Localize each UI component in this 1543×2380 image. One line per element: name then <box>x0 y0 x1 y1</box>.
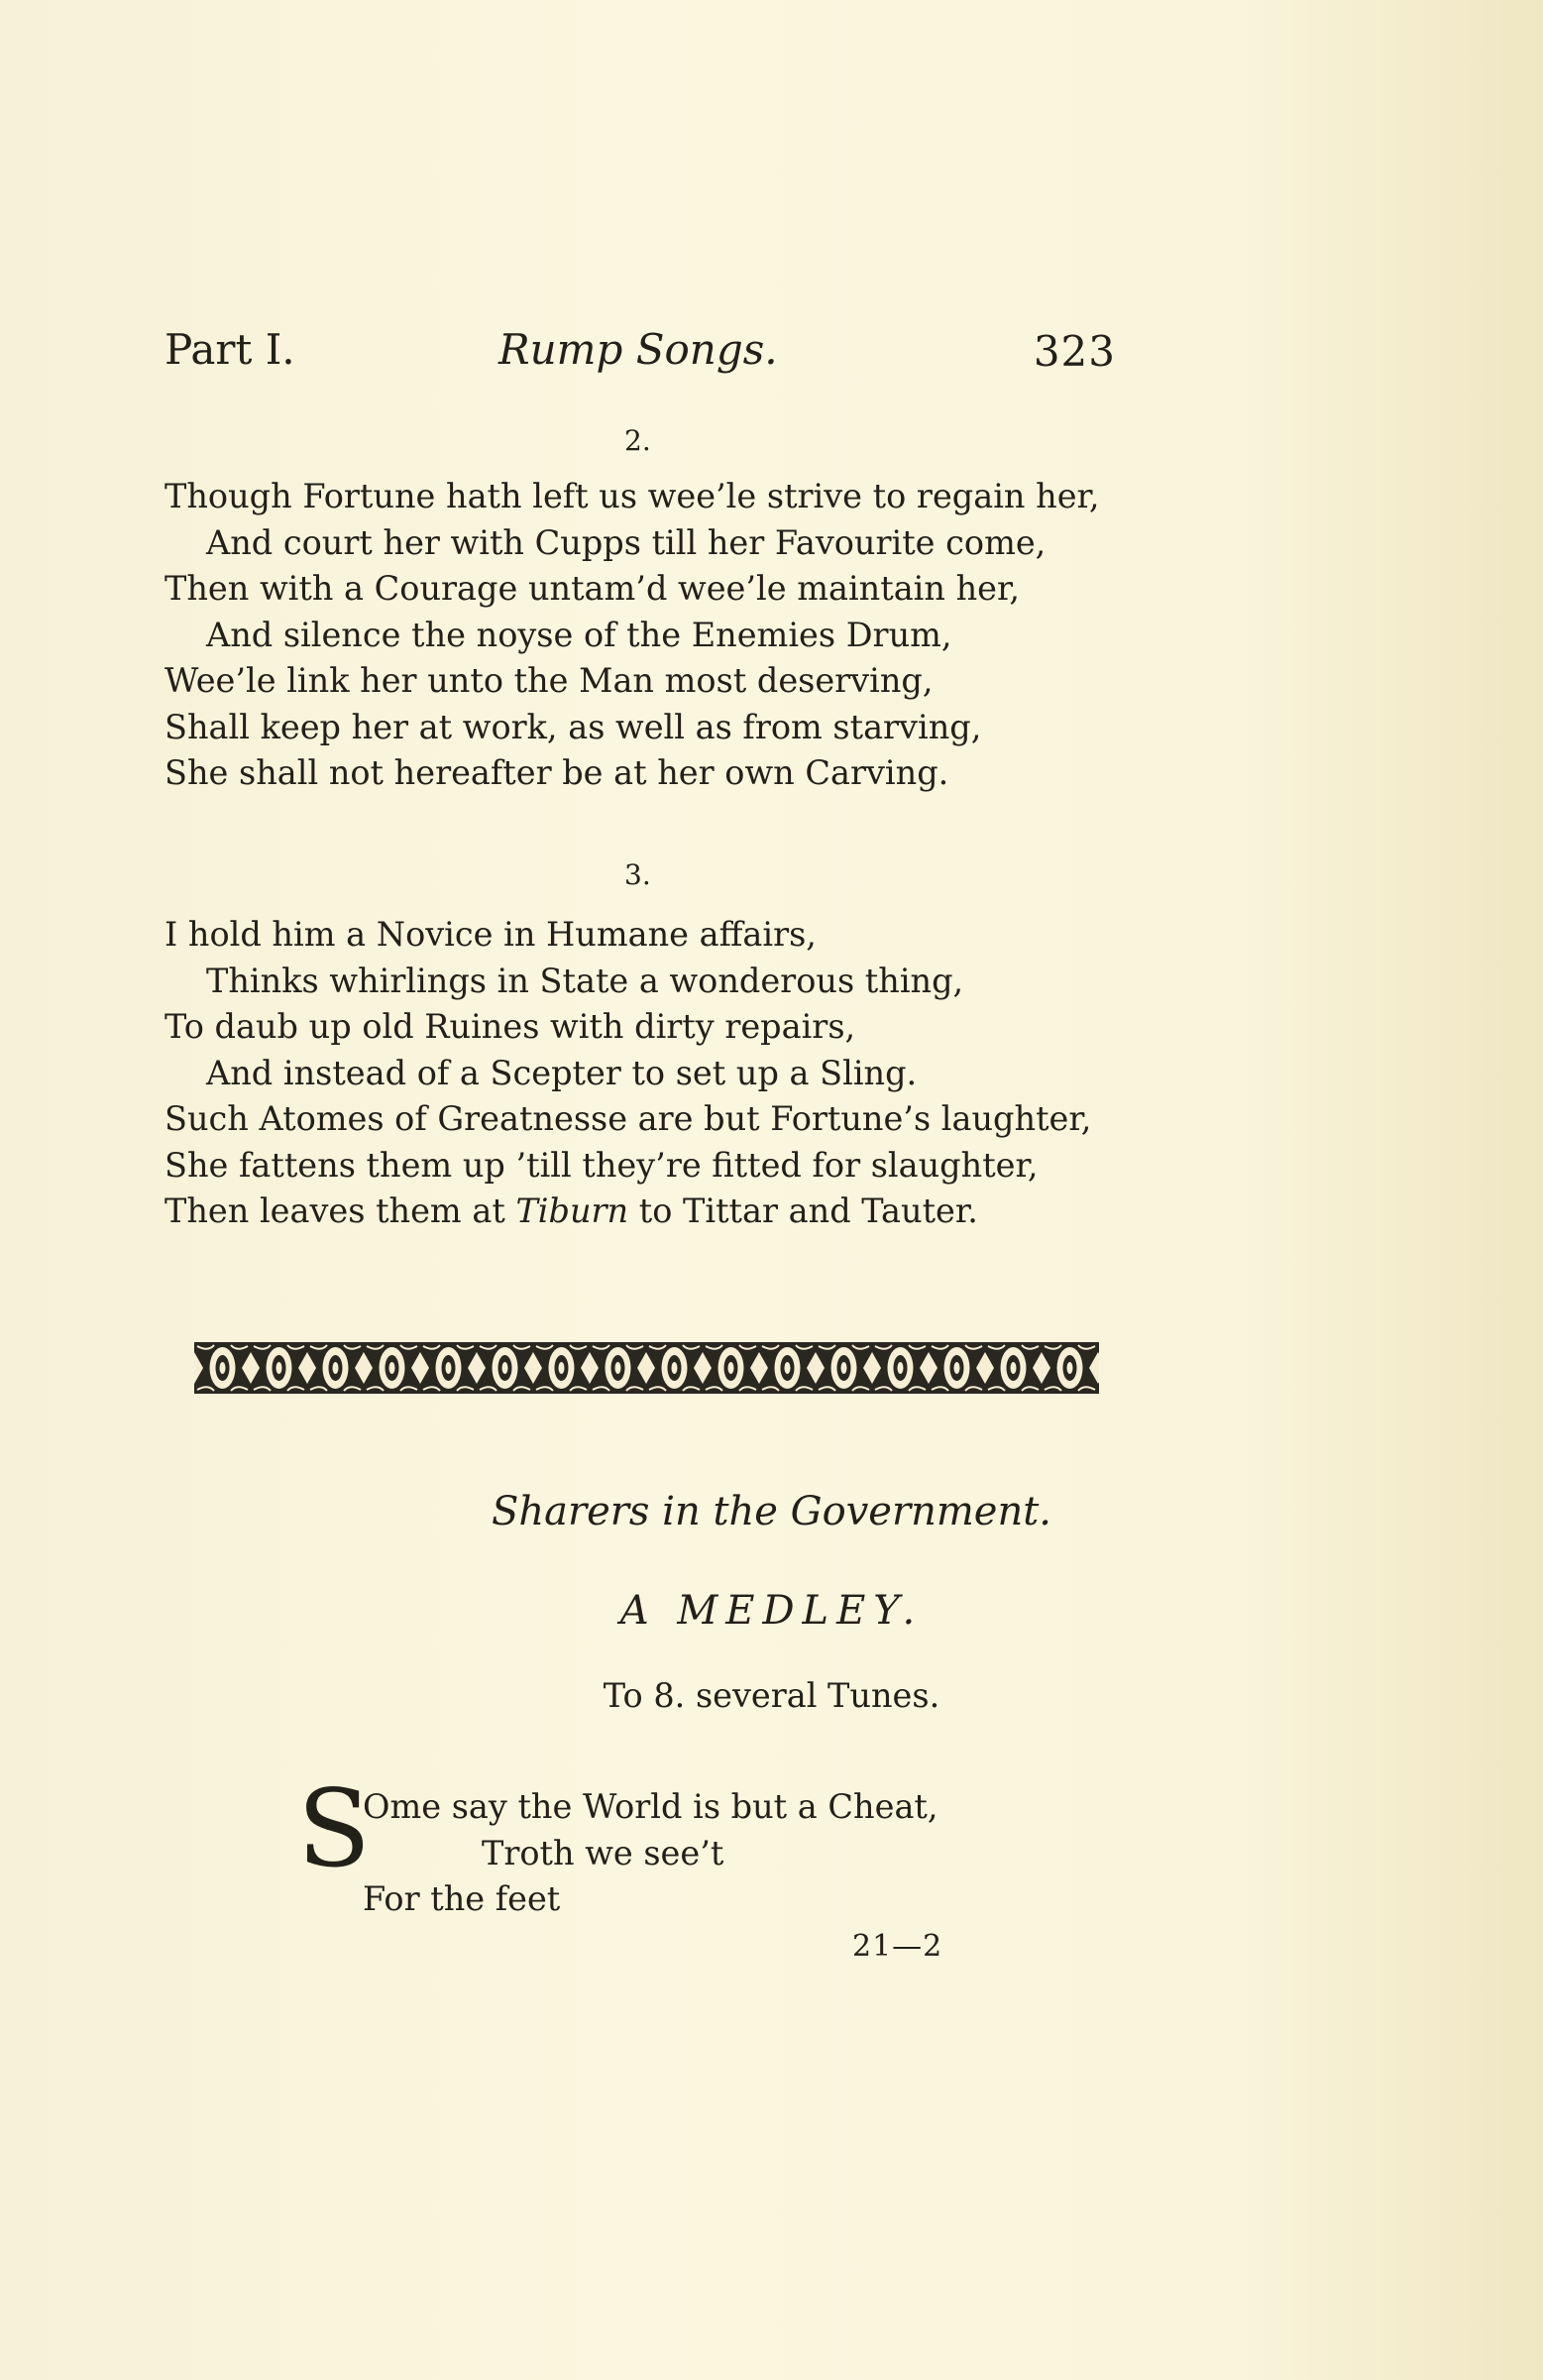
running-header <box>165 325 1116 385</box>
place-name: Tiburn <box>515 1191 629 1230</box>
verse-line: She shall not hereafter be at her own Carving. <box>165 753 949 792</box>
tune-note: To 8. several Tunes. <box>603 1676 940 1715</box>
ornament-divider-icon <box>194 1342 1099 1394</box>
verse-line: Such Atomes of Greatnesse are but Fortune’s laughter, <box>165 1099 1092 1138</box>
verse-line: Thinks whirlings in State a wonderous thing, <box>206 961 964 1000</box>
signature-mark: 21—2 <box>852 1929 943 1964</box>
verse-line: She fattens them up ’till they’re fitted for slaughter, <box>165 1145 1039 1185</box>
stanza-2 <box>165 474 1100 797</box>
verse-line: And instead of a Scepter to set up a Sling. <box>206 1053 918 1092</box>
verse-line: Shall keep her at work, as well as from starving, <box>165 707 982 746</box>
verse-line: I hold him a Novice in Humane affairs, <box>165 915 817 954</box>
song-title: Sharers in the Government. <box>492 1489 1051 1534</box>
verse-line: And silence the noyse of the Enemies Drum, <box>206 615 952 654</box>
page-number: 323 <box>1033 327 1116 376</box>
verse-line: Ome say the World is but a Cheat, <box>363 1787 938 1826</box>
verse-line-last: Then leaves them at Tiburn to Tittar and Tauter. <box>165 1191 978 1230</box>
verse-line: Though Fortune hath left us wee’le strive to regain her, <box>165 477 1100 515</box>
header-title: Rump Songs. <box>498 325 778 374</box>
verse-line: For the feet <box>363 1879 561 1918</box>
drop-cap: S <box>297 1767 371 1891</box>
verse-line: Then with a Courage untam’d wee’le maintain her, <box>165 569 1020 608</box>
stanza-3 <box>165 912 1091 1235</box>
opening-lines <box>363 1784 938 1923</box>
song-subtitle: A MEDLEY. <box>619 1588 924 1634</box>
verse-line: And court her with Cupps till her Favourite come, <box>206 522 1047 562</box>
stanza-number-3: 3. <box>624 858 651 891</box>
verse-line: To daub up old Ruines with dirty repairs, <box>165 1007 856 1046</box>
header-part: Part I. <box>165 325 295 374</box>
stanza-number-2: 2. <box>624 424 651 457</box>
verse-line: Wee’le link her unto the Man most deserving, <box>165 661 934 700</box>
verse-line: Troth we see’t <box>482 1833 724 1872</box>
